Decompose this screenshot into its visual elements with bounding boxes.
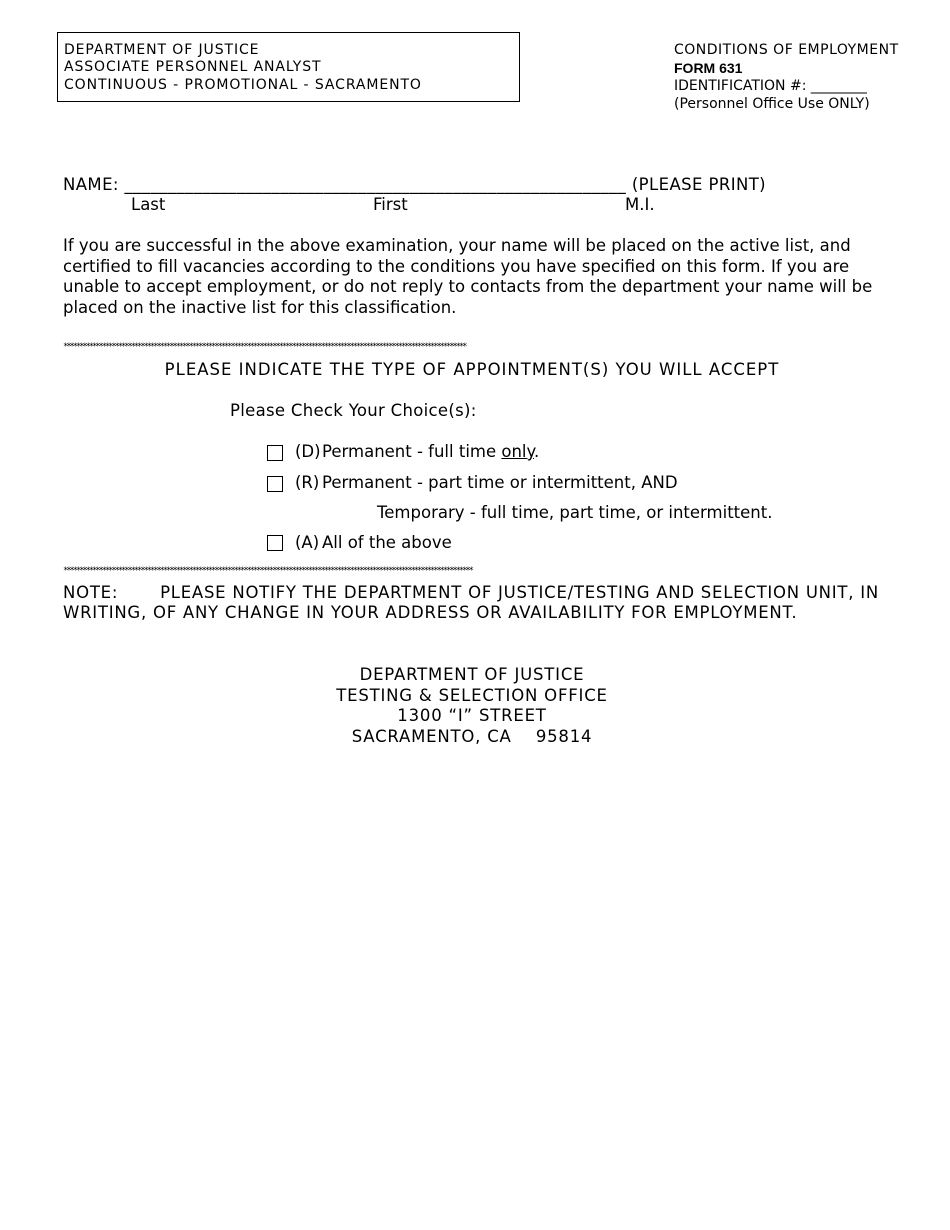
separator-bottom: *******************************************************************************************************************************: [63, 566, 472, 576]
intro-line-4: placed on the inactive list for this classification.: [63, 298, 457, 317]
note-line-1: NOTE: PLEASE NOTIFY THE DEPARTMENT OF JUSTICE/TESTING AND SELECTION UNIT, IN: [63, 583, 879, 602]
address-line-4: SACRAMENTO, CA 95814: [351, 727, 593, 746]
identification-field[interactable]: IDENTIFICATION #: ________: [674, 78, 867, 94]
option-d-suffix: .: [533, 442, 540, 461]
option-r-label: Permanent - part time or intermittent, AND: [322, 473, 678, 492]
separator-top: *****************************************************************************************************************************: [63, 342, 466, 352]
office-use-note: (Personnel Office Use ONLY): [674, 96, 870, 112]
intro-line-1: If you are successful in the above examination, your name will be placed on the active list, and: [63, 236, 851, 255]
form-info-block: [674, 41, 899, 113]
option-r-checkbox[interactable]: [267, 476, 283, 492]
note-line-2: WRITING, OF ANY CHANGE IN YOUR ADDRESS OR AVAILABILITY FOR EMPLOYMENT.: [63, 603, 798, 622]
intro-line-3: unable to accept employment, or do not reply to contacts from the department your name will be: [63, 277, 873, 296]
name-first-label: First: [373, 195, 408, 214]
header-exam-type: CONTINUOUS - PROMOTIONAL - SACRAMENTO: [64, 77, 422, 93]
option-a-checkbox[interactable]: [267, 535, 283, 551]
check-instruction: Please Check Your Choice(s):: [230, 401, 477, 420]
header-classification: ASSOCIATE PERSONNEL ANALYST: [64, 59, 322, 75]
exam-header-box: [57, 32, 520, 102]
address-line-3: 1300 “I” STREET: [397, 706, 547, 725]
header-department: DEPARTMENT OF JUSTICE: [64, 42, 260, 58]
option-d-checkbox[interactable]: [267, 445, 283, 461]
name-mi-label: M.I.: [625, 195, 655, 214]
option-d-emphasis: only: [501, 442, 534, 461]
option-r-code: (R): [295, 473, 320, 492]
option-a-code: (A): [295, 533, 320, 552]
name-field[interactable]: NAME: __________________________________________________________ (PLEASE PRINT): [63, 175, 767, 194]
option-d-label: [322, 442, 539, 462]
option-a-label: All of the above: [322, 533, 452, 552]
option-d-code: (D): [295, 442, 321, 461]
form-number: FORM 631: [674, 60, 743, 76]
address-line-2: TESTING & SELECTION OFFICE: [336, 686, 608, 705]
option-r-continuation: Temporary - full time, part time, or intermittent.: [377, 503, 773, 522]
option-d-text: Permanent - full time: [322, 442, 502, 461]
address-line-1: DEPARTMENT OF JUSTICE: [359, 665, 585, 684]
intro-line-2: certified to fill vacancies according to the conditions you have specified on this form. If you are: [63, 257, 850, 276]
appointment-heading: PLEASE INDICATE THE TYPE OF APPOINTMENT(S) YOU WILL ACCEPT: [164, 360, 780, 379]
name-last-label: Last: [131, 195, 166, 214]
form-title: CONDITIONS OF EMPLOYMENT: [674, 42, 899, 58]
